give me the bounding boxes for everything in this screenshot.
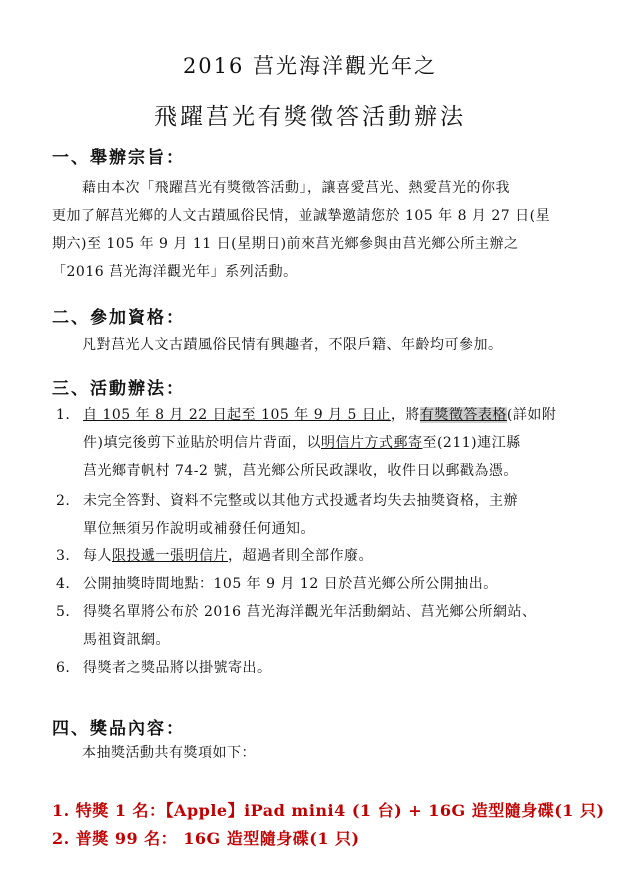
list-item-3 bbox=[56, 542, 576, 570]
period-text: 自 105 年 8 月 22 日起至 105 年 9 月 5 日止 bbox=[83, 407, 391, 423]
list-number: 1. bbox=[56, 407, 71, 423]
section4-intro-line: 本抽獎活動共有獎項如下： bbox=[82, 745, 256, 761]
item-text: 件)填完後剪下並貼於明信片背面，以 bbox=[83, 435, 321, 451]
prize-2: 2. 普獎 99 名： 16G 造型隨身碟(1 只) bbox=[52, 829, 360, 848]
section2-heading: 二、參加資格： bbox=[52, 308, 185, 328]
item-text: 至(211)連江縣 bbox=[422, 435, 521, 451]
item-text: 未完全答對、資料不完整或以其他方式投遞者均失去抽獎資格，主辦 bbox=[83, 493, 518, 509]
list-item-6 bbox=[56, 654, 576, 682]
prize-1: 1. 特獎 1 名：【Apple】iPad mini4 (1 台) + 16G 造型隨身碟(1 只) bbox=[52, 801, 605, 820]
item-text: 馬祖資訊網。 bbox=[83, 632, 170, 648]
list-item-4 bbox=[56, 570, 576, 598]
section1-paragraph bbox=[52, 174, 572, 286]
list-number: 4. bbox=[56, 576, 71, 592]
item-text: ，超過者則全部作廢。 bbox=[228, 548, 373, 564]
list-item-2 bbox=[56, 487, 576, 543]
section3-heading: 三、活動辦法： bbox=[52, 379, 185, 399]
item-text: 莒光鄉青帆村 74-2 號，莒光鄉公所民政課收，收件日以郵戳為憑。 bbox=[83, 463, 518, 479]
list-number: 2. bbox=[56, 493, 71, 509]
item-text: 公開抽獎時間地點：105 年 9 月 12 日於莒光鄉公所公開抽出。 bbox=[83, 576, 498, 592]
section4-intro bbox=[52, 739, 572, 767]
list-item-5 bbox=[56, 598, 576, 654]
limit-text: 限投遞一張明信片 bbox=[112, 548, 228, 564]
section2-paragraph bbox=[52, 331, 572, 359]
section1-line: 藉由本次「飛躍莒光有獎徵答活動」，讓喜愛莒光、熱愛莒光的你我 bbox=[82, 180, 510, 196]
section1-heading: 一、舉辦宗旨： bbox=[52, 148, 185, 168]
section2-line: 凡對莒光人文古蹟風俗民情有興趣者，不限戶籍、年齡均可參加。 bbox=[82, 337, 503, 353]
section1-line: 更加了解莒光鄉的人文古蹟風俗民情，並誠摯邀請您於 105 年 8 月 27 日(星 bbox=[52, 208, 551, 224]
section1-line: 期六)至 105 年 9 月 11 日(星期日)前來莒光鄉參與由莒光鄉公所主辦之 bbox=[52, 236, 519, 252]
item-text: 單位無須另作說明或補發任何通知。 bbox=[83, 521, 315, 537]
list-number: 5. bbox=[56, 604, 71, 620]
item-text: (詳如附 bbox=[506, 407, 557, 423]
list-item-1 bbox=[56, 401, 576, 485]
list-number: 6. bbox=[56, 660, 71, 676]
section1-line: 「2016 莒光海洋觀光年」系列活動。 bbox=[52, 264, 298, 280]
highlighted-form-link: 有獎徵答表格 bbox=[419, 407, 507, 423]
document-title-line1: 2016 莒光海洋觀光年之 bbox=[182, 54, 438, 78]
item-text: 得獎名單將公布於 2016 莒光海洋觀光年活動網站、莒光鄉公所網站、 bbox=[83, 604, 537, 620]
postcard-mail-text: 明信片方式郵寄 bbox=[320, 435, 423, 451]
item-text: 每人 bbox=[83, 548, 112, 564]
list-number: 3. bbox=[56, 548, 71, 564]
document-title-line2: 飛躍莒光有獎徵答活動辦法 bbox=[154, 104, 466, 130]
item-text: 得獎者之獎品將以掛號寄出。 bbox=[83, 660, 272, 676]
item-text: ，將 bbox=[390, 407, 420, 423]
section4-heading: 四、獎品內容： bbox=[52, 719, 185, 739]
